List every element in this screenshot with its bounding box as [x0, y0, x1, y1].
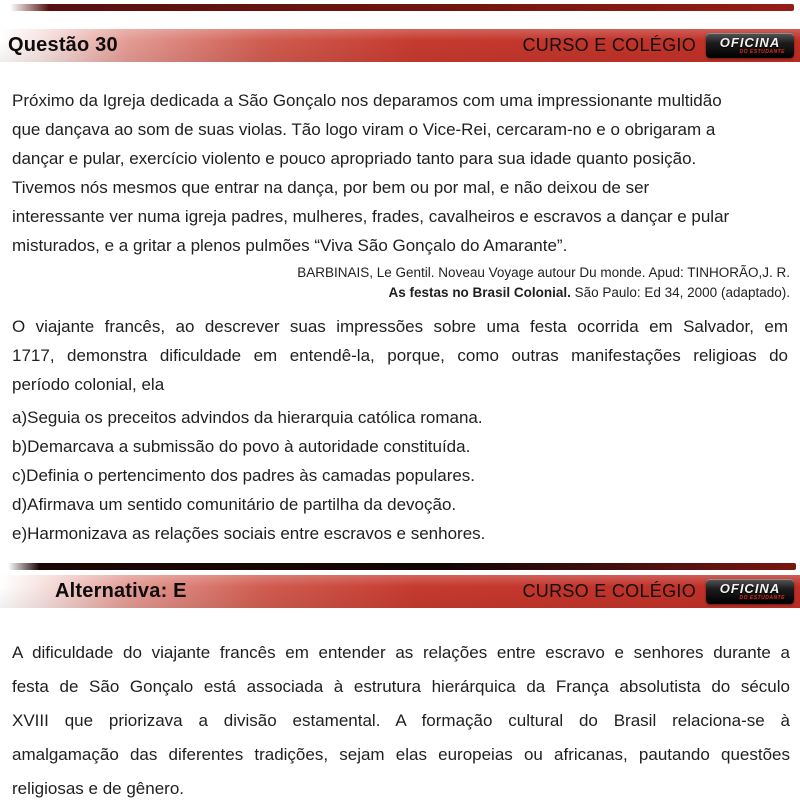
option-c: c)Definia o pertencimento dos padres às camadas populares.	[12, 466, 476, 485]
explanation-line: A dificuldade do viajante francês em entender as relações entre escravo e senhores durante a	[12, 643, 790, 662]
brand-text: CURSO E COLÉGIO	[522, 35, 696, 55]
explanation-line: religiosas e de gênero.	[12, 779, 185, 798]
answer-divider-strip	[8, 563, 796, 570]
source-citation	[10, 263, 790, 303]
answer-title: Alternativa: E	[55, 580, 187, 602]
quote-line: Tivemos nós mesmos que entrar na dança, por bem ou por mal, e não deixou de ser	[12, 178, 650, 197]
option-e: e)Harmonizava as relações sociais entre escravos e senhores.	[12, 524, 486, 543]
brand-text: CURSO E COLÉGIO	[522, 581, 696, 601]
oficina-logo	[706, 33, 794, 58]
top-divider-strip	[10, 4, 794, 11]
question-banner	[0, 29, 800, 62]
option-b: b)Demarcava a submissão do povo à autoridade constituída.	[12, 437, 471, 456]
quote-paragraph	[12, 86, 790, 260]
citation-publisher: São Paulo: Ed 34, 2000 (adaptado).	[570, 285, 790, 300]
answer-explanation	[12, 636, 790, 806]
quote-line: interessante ver numa igreja padres, mulheres, frades, cavalheiros e escravos a dançar e pular	[12, 207, 730, 226]
explanation-line: festa de São Gonçalo está associada à estrutura hierárquica da França absolutista do século	[12, 677, 790, 696]
banner-brand-group	[522, 33, 800, 58]
oficina-logo-wordmark: OFICINA	[719, 35, 781, 50]
quote-line: Próximo da Igreja dedicada a São Gonçalo nos deparamos com uma impressionante multidão	[12, 91, 722, 110]
quote-line: que dançava ao som de suas violas. Tão logo viram o Vice-Rei, cercaram-no e o obrigaram a	[12, 120, 716, 139]
quote-line: misturados, e a gritar a plenos pulmões “Viva São Gonçalo do Amarante”.	[12, 236, 568, 255]
banner-brand-group	[522, 579, 800, 604]
citation-line-1: BARBINAIS, Le Gentil. Noveau Voyage autour Du monde. Apud: TINHORÃO,J. R.	[297, 265, 790, 280]
citation-line-2	[10, 283, 790, 303]
question-number-title: Questão 30	[8, 34, 118, 56]
oficina-logo-subtitle: DO ESTUDANTE	[739, 595, 785, 601]
option-d: d)Afirmava um sentido comunitário de partilha da devoção.	[12, 495, 457, 514]
citation-book-title: As festas no Brasil Colonial.	[388, 285, 571, 300]
answer-options-list	[12, 403, 788, 548]
question-line: 1717, demonstra dificuldade em entendê-la, porque, como outras manifestações religioas do	[12, 346, 788, 365]
option-a: a)Seguia os preceitos advindos da hierarquia católica romana.	[12, 408, 483, 427]
question-line: período colonial, ela	[12, 375, 165, 394]
oficina-logo	[706, 579, 794, 604]
explanation-line: XVIII que priorizava a divisão estamental. A formação cultural do Brasil relaciona-se à	[12, 711, 790, 730]
oficina-logo-subtitle: DO ESTUDANTE	[739, 49, 785, 55]
question-statement	[12, 312, 788, 399]
explanation-line: amalgamação das diferentes tradições, sejam elas europeias ou africanas, pautando questões	[12, 745, 790, 764]
oficina-logo-wordmark: OFICINA	[719, 581, 781, 596]
question-line: O viajante francês, ao descrever suas impressões sobre uma festa ocorrida em Salvador, em	[12, 317, 788, 336]
quote-line: dançar e pular, exercício violento e pouco apropriado tanto para sua idade quanto posição.	[12, 149, 697, 168]
answer-banner	[0, 575, 800, 608]
